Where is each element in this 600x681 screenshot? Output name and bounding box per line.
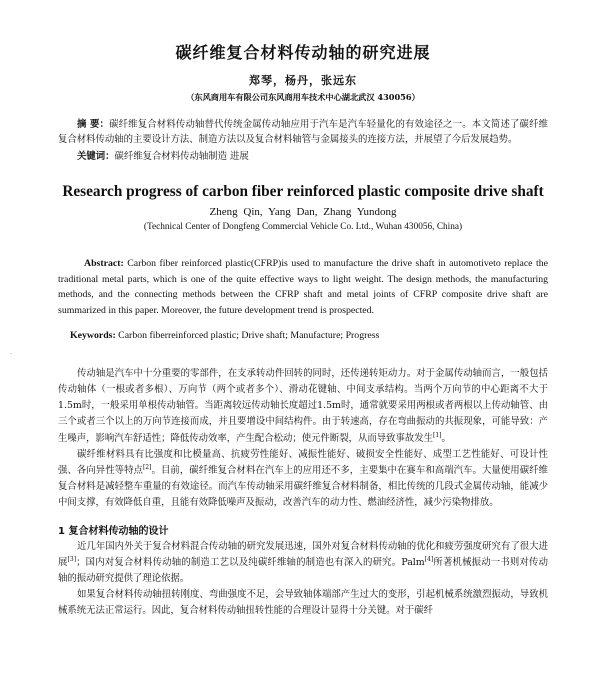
english-keywords-label: Keywords: — [70, 329, 116, 341]
paragraph-stiffness: 如果复合材料传动轴扭转刚度、弯曲强度不足，会导致轴体端部产生过大的变形，引起机械系统激烈振动，导致机械系统无法正常运行。因此，复合材料传动轴扭转性能的合理设计显得十分关键。对于碳纤 — [58, 589, 548, 617]
paragraph-cfrp — [58, 447, 548, 512]
paragraph-cfrp-text-b: 。目前，碳纤维复合材料在汽车上的应用还不多，主要集中在赛车和高端汽车。大量使用碳纤维复合材料是减轻整车重量的有效途径。而汽车传动轴采用碳纤维复合材料制备，相比传统的几段式金属传动轴，能减少中间支撑，有效降低自重，且能有效降低噪声及振动，改善汽车的动力性、燃油经济性，减少污染物排放。 — [58, 465, 548, 509]
paragraph-research-text-b: ；国内对复合材料传动轴的制造工艺以及纯碳纤维轴的制造也有深入的研究。Palm — [76, 556, 425, 568]
citation-2: [2] — [142, 463, 152, 471]
section-heading-1: 1 复合材料传动轴的设计 — [58, 525, 169, 537]
english-abstract-label: Abstract: — [84, 258, 124, 269]
paragraph-intro — [58, 366, 548, 447]
citation-3: [3] — [67, 555, 77, 563]
chinese-abstract-label: 摘 要： — [77, 119, 110, 130]
paragraph-cfrp-text-a: 碳纤维材料具有比强度和比模量高、抗疲劳性能好、减振性能好、破损安全性能好、成型工艺性能好、可设计性强、各向异性等特点 — [58, 448, 548, 477]
english-abstract — [58, 256, 548, 318]
scan-margin-mark: · — [10, 350, 13, 358]
chinese-authors: 郑琴，杨丹，张远东 — [249, 74, 357, 87]
chinese-abstract — [58, 117, 548, 147]
chinese-abstract-text: 碳纤维复合材料传动轴替代传统金属传动轴应用于汽车是汽车轻量化的有效途径之一。本文简述了碳纤维复合材料传动轴的主要设计方法、制造方法以及复合材料轴管与金属接头的连接方法，并展望了今后发展趋势。 — [58, 119, 548, 145]
english-keywords-text: Carbon fiberreinforced plastic; Drive shaft; Manufacture; Progress — [115, 329, 380, 341]
chinese-title: 碳纤维复合材料传动轴的研究进展 — [175, 43, 431, 62]
body-text — [58, 366, 548, 620]
chinese-keywords-label: 关键词： — [77, 151, 115, 162]
citation-4: [4] — [424, 555, 434, 563]
english-affiliation: (Technical Center of Dongfeng Commercial Vehicle Co. Ltd., Wuhan 430056, China) — [143, 222, 463, 232]
english-title: Research progress of carbon fiber reinforced plastic composite drive shaft — [62, 183, 544, 200]
citation-1: [1] — [433, 431, 442, 439]
english-keywords — [58, 328, 548, 343]
paragraph-research — [58, 539, 548, 588]
chinese-keywords-text: 碳纤维复合材料传动轴制造 进展 — [114, 151, 249, 162]
paragraph-intro-end: 。 — [441, 432, 451, 444]
paragraph-research-text-c: 所著机械振动一书则对传动轴的振动研究提供了理论依据。 — [58, 556, 548, 585]
chinese-affiliation: （东风商用车有限公司东风商用车技术中心湖北武汉 430056） — [186, 92, 420, 102]
english-authors: Zheng Qin, Yang Dan, Zhang Yundong — [209, 206, 397, 218]
english-abstract-text: Carbon fiber reinforced plastic(CFRP)is used to manufacture the drive shaft in automotiveto replace the traditional metal parts, which is one of the quite effective ways to light weight. The design methods, the manufacturing methods, and the connecting methods between the CFRP shaft and metal joints of CFRP composite drive shaft are summarized in this paper. Moreover, the future development trend is prospected. — [58, 258, 548, 316]
paragraph-research-text-a: 近几年国内外关于复合材料混合传动轴的研究发展迅速，国外对复合材料传动轴的优化和疲劳强度研究有了很大进展 — [58, 540, 548, 568]
paragraph-intro-text: 传动轴是汽车中十分重要的零部件，在支承转动件回转的同时，还传递转矩动力。对于金属传动轴而言，一般包括传动轴体（一根或者多根）、万向节（两个或者多个）、滑动花键轴、中间支承结构。当两个万向节的中心距离不大于1.5m时，一般采用单根传动轴管。当距离较远传动轴长度超过1.5m时，通常就要采用两根或者两根以上传动轴管、由三个或者三个以上的万向节连接而成，并且要增设中间结构件。由于转速高，存在弯曲振动的共振现象，可能导致：产生噪声，影响汽车舒适性；降低传动效率，产生配合松动；使元件断裂，从而导致事故发生 — [58, 367, 548, 444]
chinese-keywords — [58, 149, 548, 164]
